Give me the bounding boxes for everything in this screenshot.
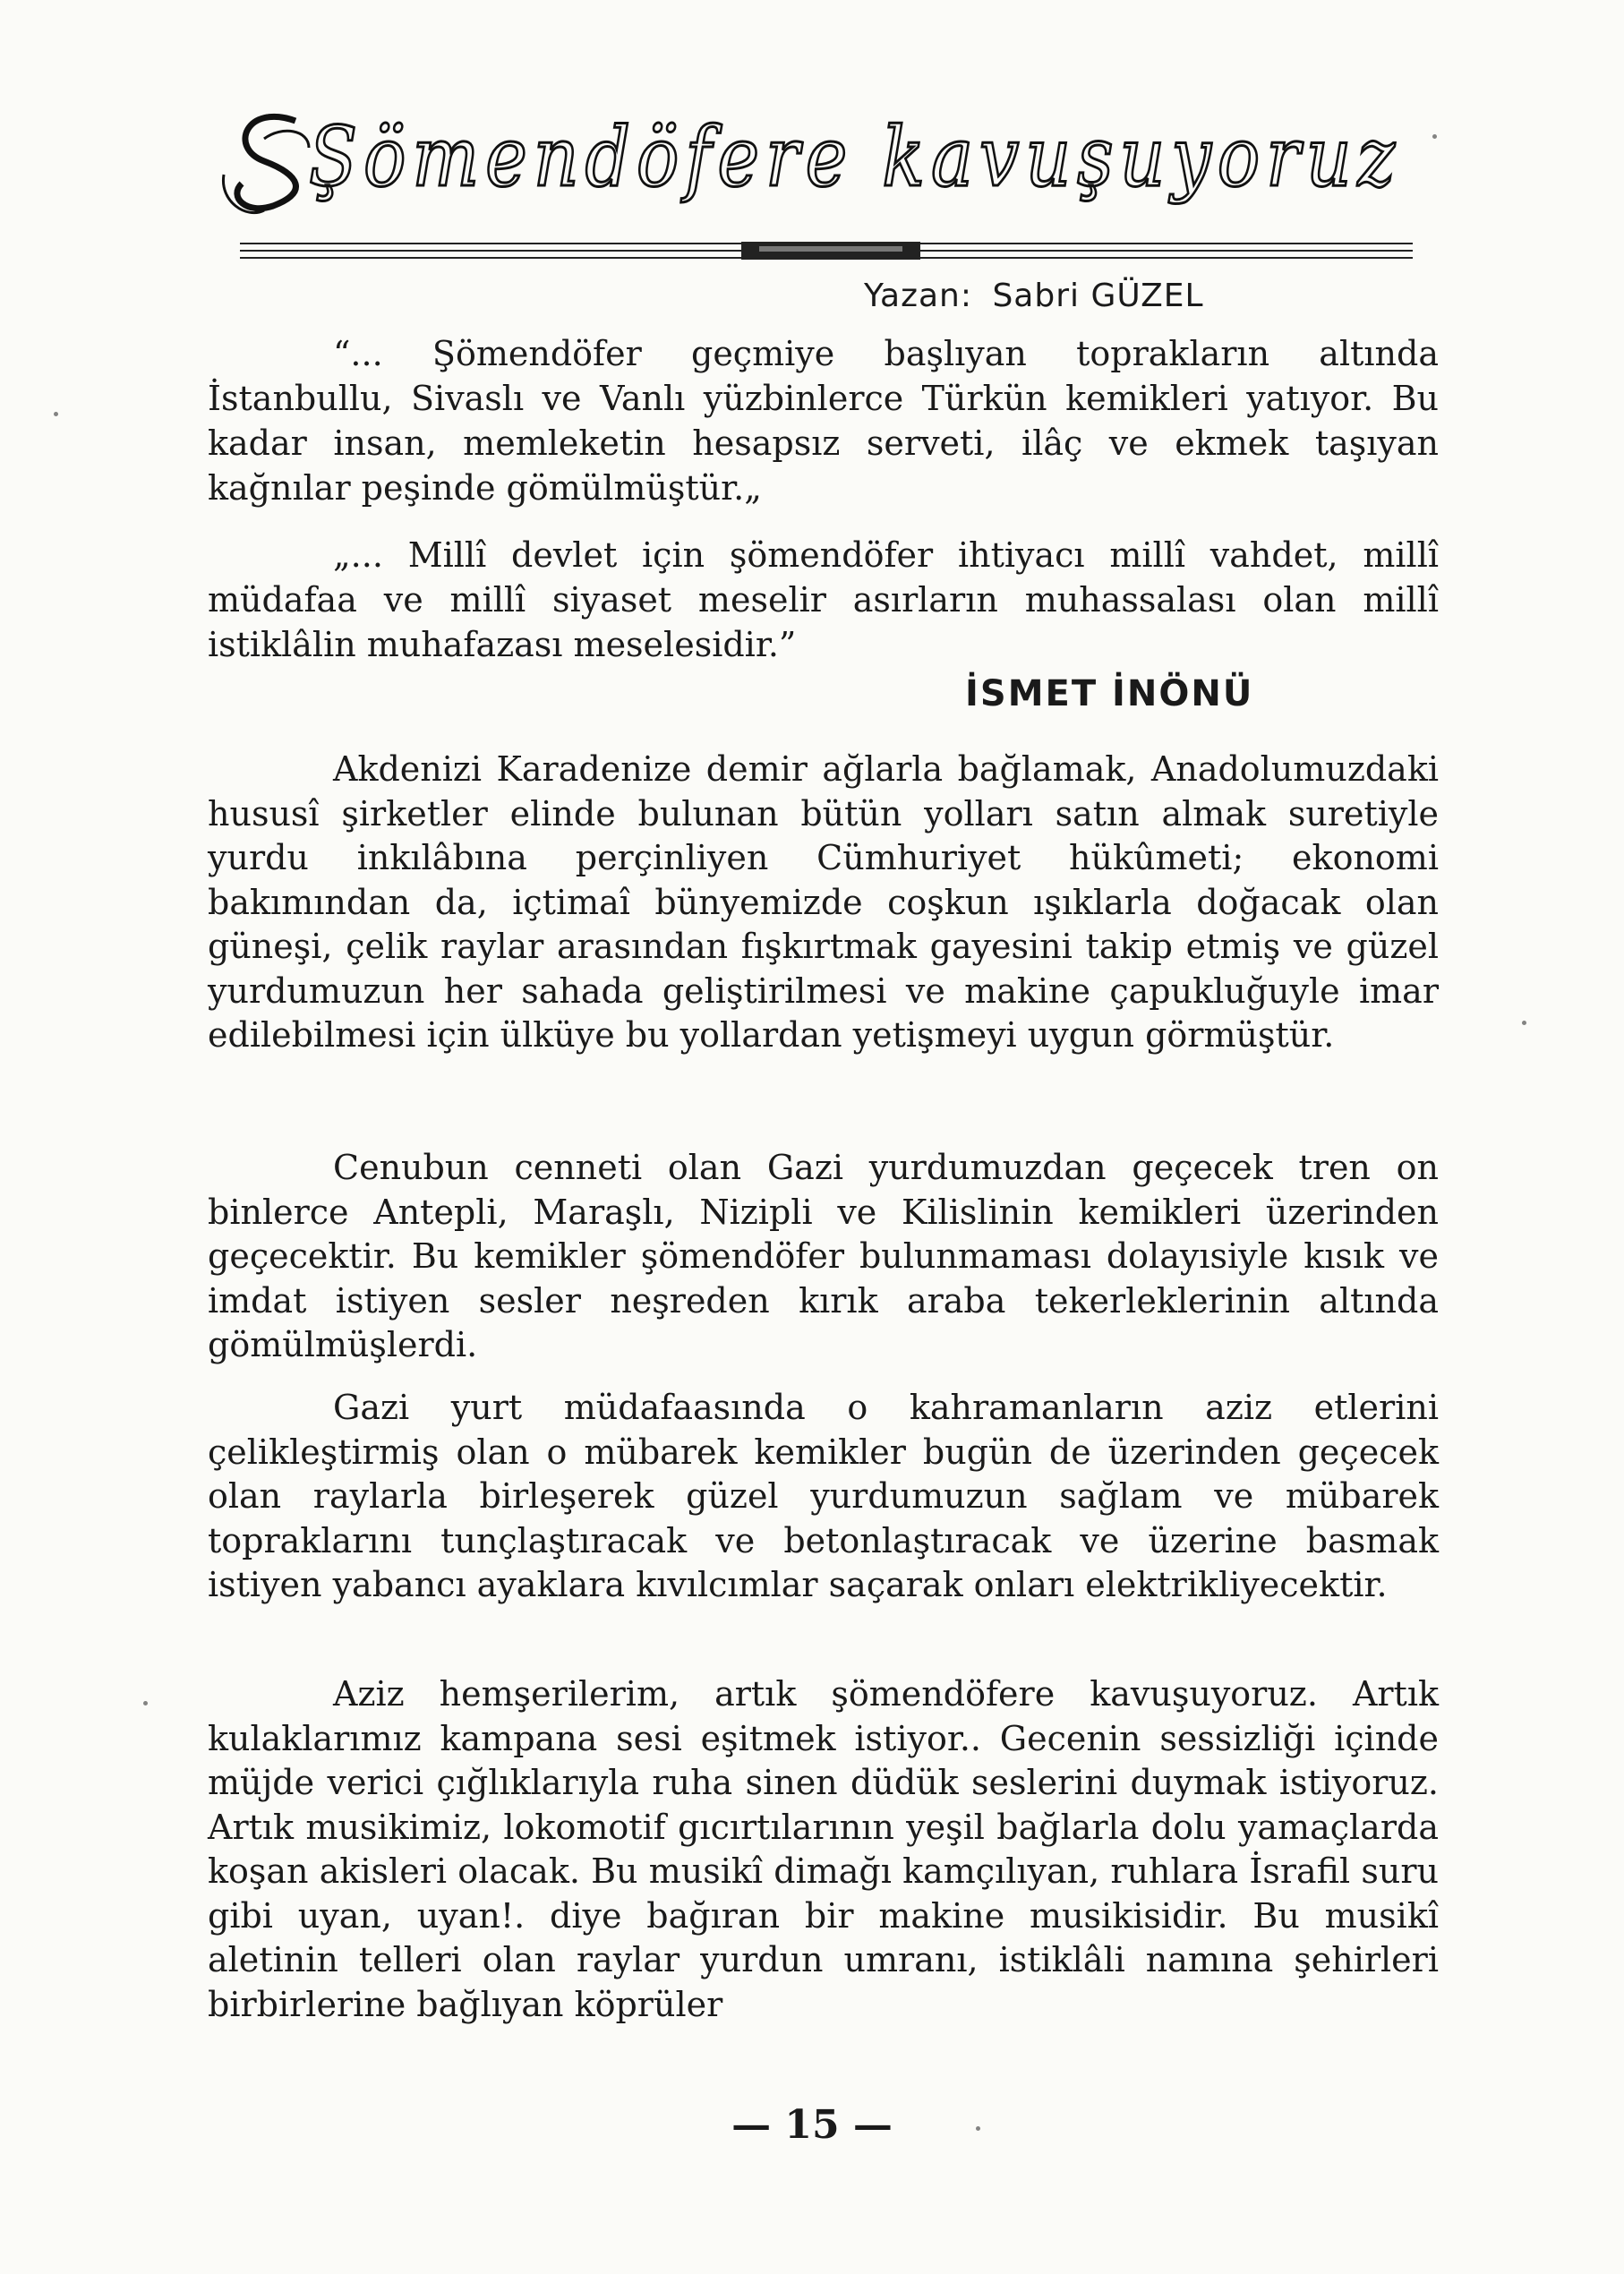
print-speck bbox=[1522, 1021, 1526, 1025]
paragraph-text: Akdenizi Karadenize demir ağlarla bağlamak, Anadolumuzdaki hususî şirketler elinde bulunan bütün yolları satın almak suretiyle yurdu inkılâbına perçinliyen Cümhuriyet hükûmeti; ekonomi bakımından da, içtimaî bünyemizde coşkun ışıklarla doğacak olan güneşi, çelik raylar arasından fışkırtmak gayesini takip etmiş ve güzel yurdumuzun her sahada geliştirilmesi ve makine çapukluğuyle imar edilebilmesi için ülküye bu yollardan yetişmeyi uygun görmüştür. bbox=[208, 749, 1439, 1055]
print-speck bbox=[976, 2126, 980, 2131]
paragraph-text: Gazi yurt müdafaasında o kahramanların aziz etlerini çelikleştirmiş olan o mübarek kemikler bugün de üzerinden geçecek olan raylarla birleşerek güzel yurdumuzun sağlam ve mübarek topraklarını tunçlaştıracak ve betonlaştıracak ve üzerine basmak istiyen yabancı ayaklara kıvılcımlar saçarak onları elektrikliyecektir. bbox=[208, 1388, 1439, 1604]
decorative-title bbox=[210, 85, 1419, 219]
print-speck bbox=[1432, 134, 1437, 139]
title-rule bbox=[240, 238, 1413, 261]
paragraph-text: Cenubun cenneti olan Gazi yurdumuzdan geçecek tren on binlerce Antepli, Maraşlı, Nizipli ve Kilislinin kemikleri üzerinden geçecektir. Bu kemikler şömendöfer bulunmaması dolayısiyle kısık ve imdat istiyen sesler neşreden kırık araba tekerleklerinin altında gömülmüşlerdi. bbox=[208, 1148, 1439, 1364]
quote-paragraph: „... Millî devlet için şömendöfer ihtiyacı millî vahdet, millî müdafaa ve millî siyaset meselir asırların muhassalası olan millî istiklâlin muhafazası meselesidir.” bbox=[208, 535, 1439, 664]
title-text: Şömendöfere kavuşuyoruz bbox=[309, 109, 1401, 205]
body-paragraph-4 bbox=[208, 1672, 1439, 2027]
epigraph-quote-1 bbox=[208, 331, 1439, 510]
body-paragraph-2 bbox=[208, 1146, 1439, 1368]
byline-label: Yazan: bbox=[864, 278, 972, 314]
quote-paragraph: “... Şömendöfer geçmiye başlıyan toprakların altında İstanbullu, Sivaslı ve Vanlı yüzbinlerce Türkün kemikleri yatıyor. Bu kadar insan, memleketin hesapsız serveti, ilâç ve ekmek taşıyan kağnılar peşinde gömülmüştür.„ bbox=[208, 334, 1439, 508]
epigraph-quote-2 bbox=[208, 533, 1439, 667]
byline bbox=[864, 278, 1204, 314]
author-name: Sabri GÜZEL bbox=[992, 278, 1204, 314]
title-lettering bbox=[210, 85, 1419, 219]
quote-signature: İSMET İNÖNÜ bbox=[965, 673, 1254, 714]
page-number: — 15 — bbox=[731, 2102, 893, 2148]
print-speck bbox=[54, 412, 58, 416]
paragraph-text: Aziz hemşerilerim, artık şömendöfere kavuşuyoruz. Artık kulaklarımız kampana sesi eşitmek istiyor.. Gecenin sessizliği içinde müjde verici çığlıklarıyla ruha sinen düdük seslerini duymak istiyoruz. Artık musikimiz, lokomotif gıcırtılarının yeşil bağlarla dolu yamaçlarda koşan akisleri olacak. Bu musikî dimağı kamçılıyan, ruhlara İsrafil suru gibi uyan, uyan!. diye bağıran bir makine musikisidir. Bu musikî aletinin telleri olan raylar yurdun umranı, istiklâli namına şehirleri birbirlerine bağlıyan köprüler bbox=[208, 1674, 1439, 2024]
body-paragraph-3 bbox=[208, 1386, 1439, 1608]
print-speck bbox=[143, 1701, 148, 1706]
body-paragraph-1 bbox=[208, 748, 1439, 1058]
